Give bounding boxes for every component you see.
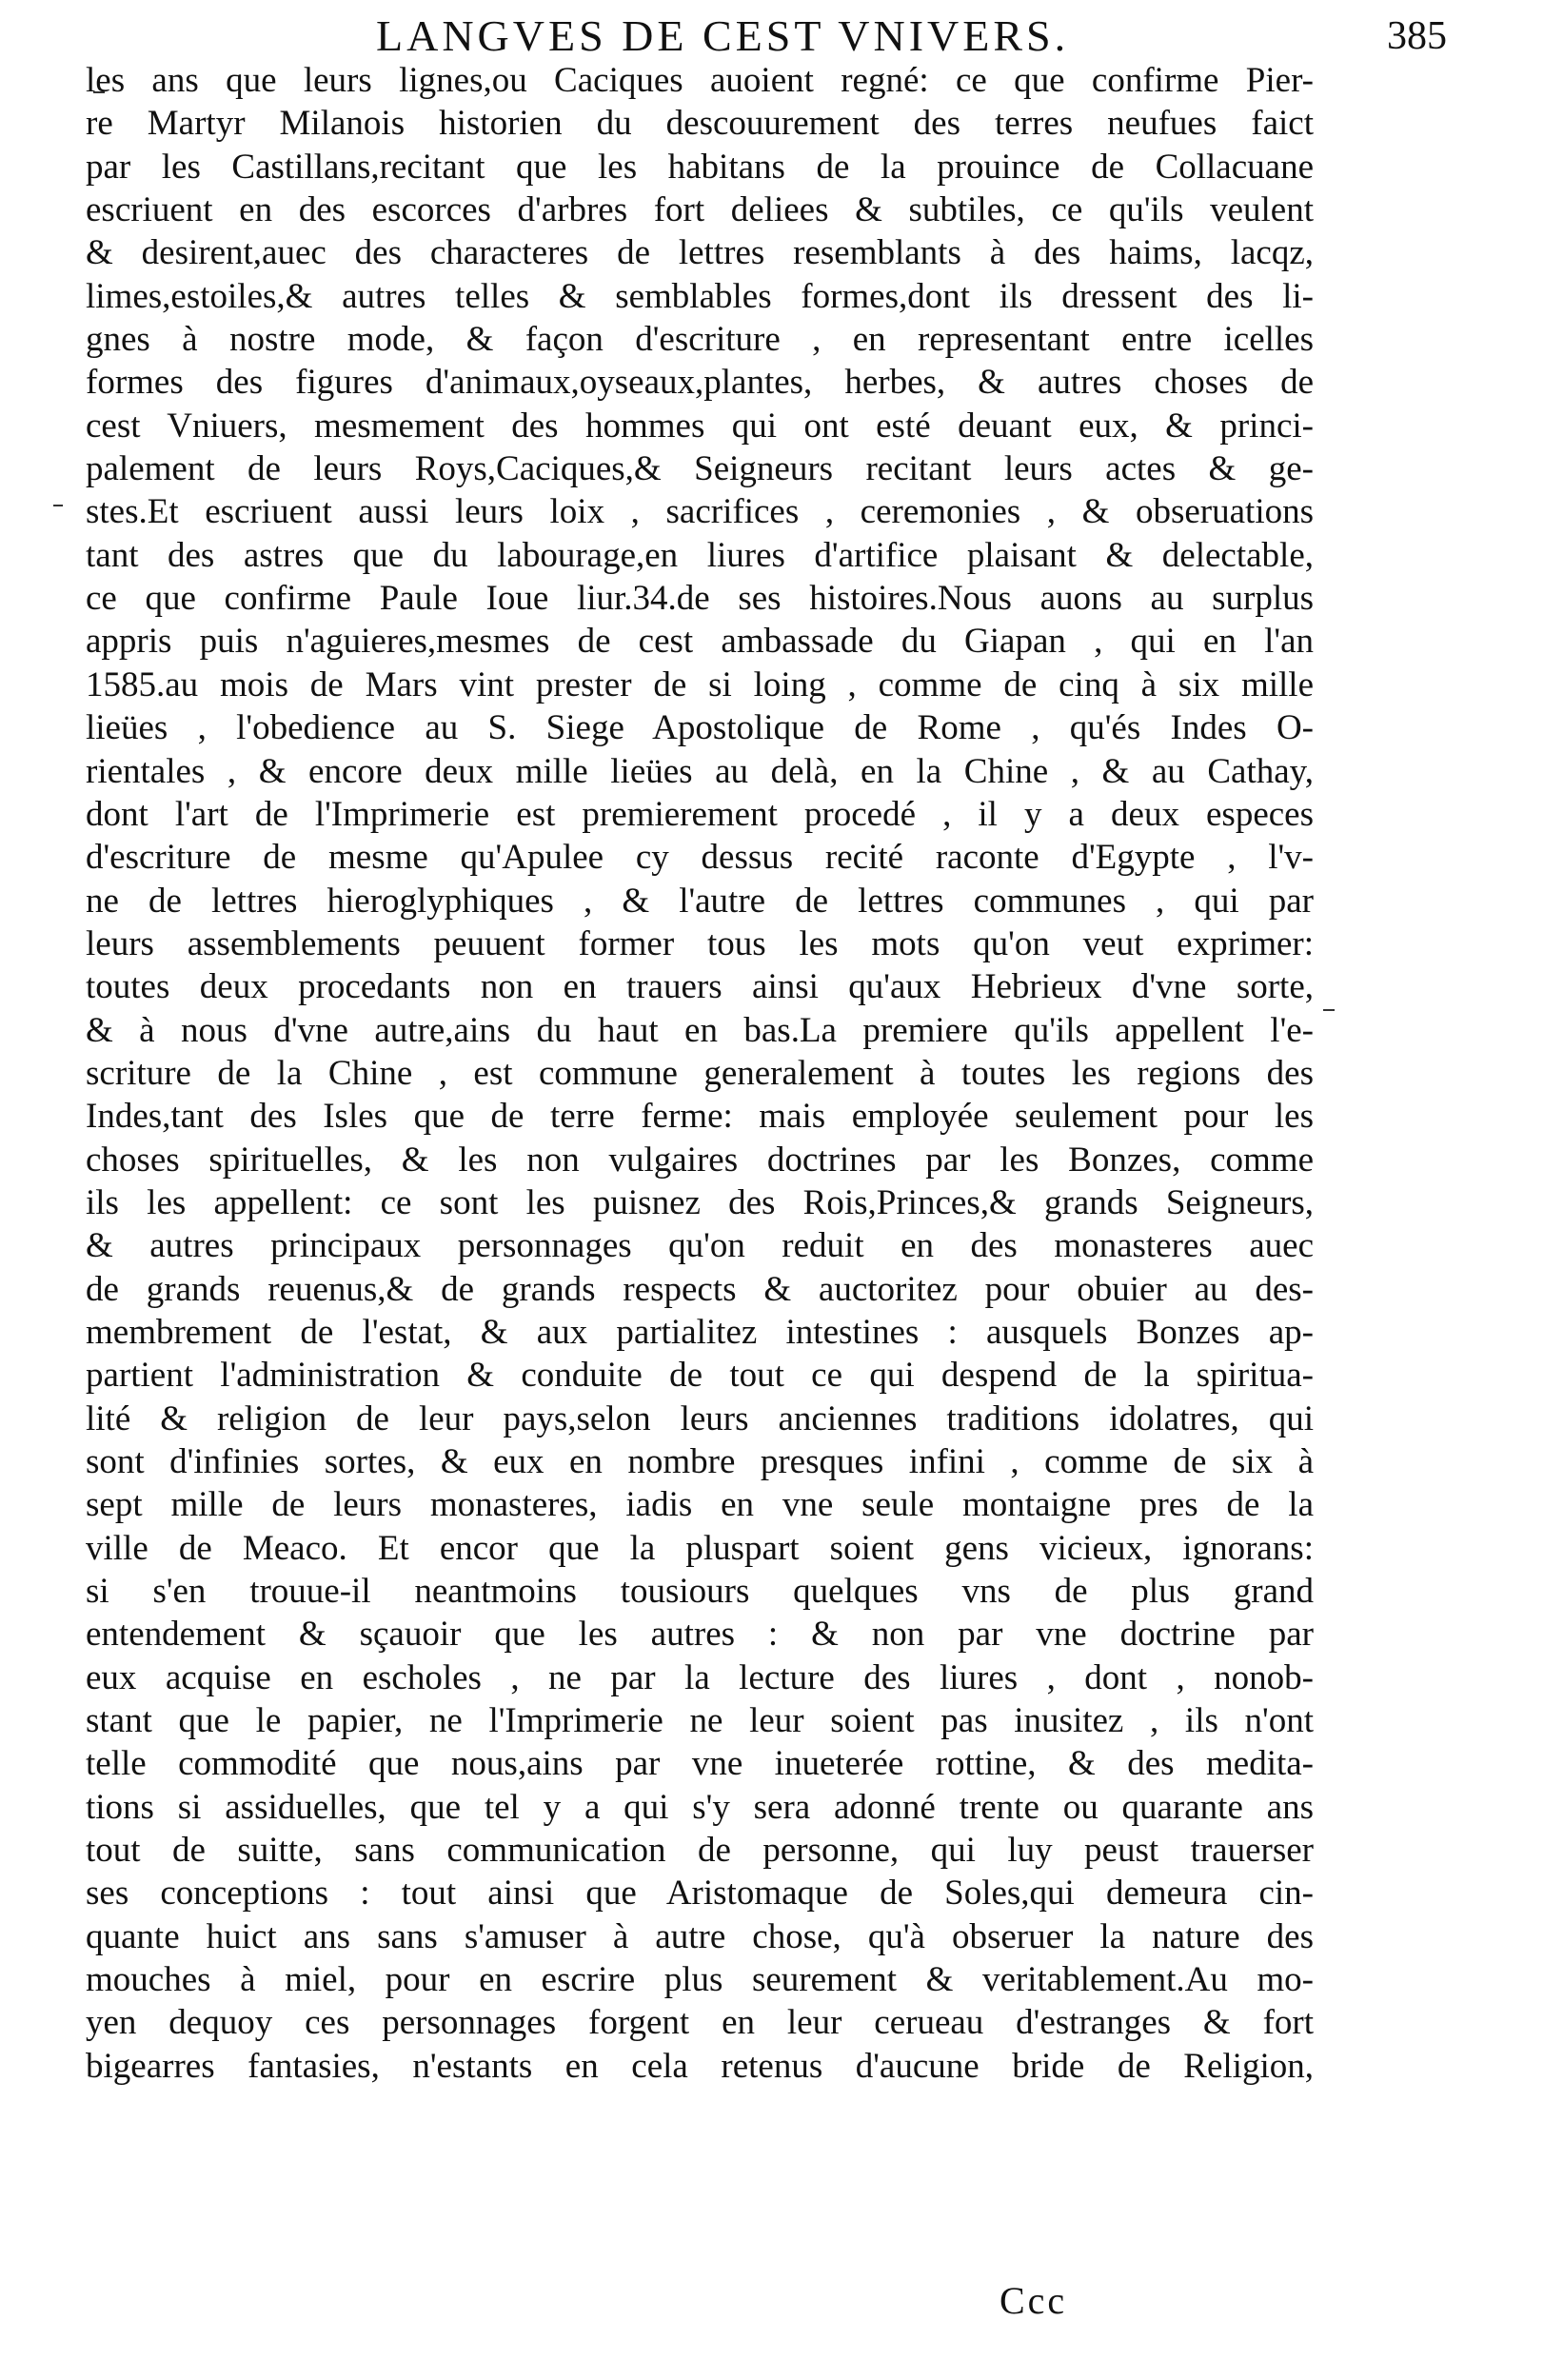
text-line: tions si assiduelles, que tel y a qui s'y sera adonné trente ou quarante ans (86, 1787, 1314, 1827)
text-line: yen dequoy ces personnages forgent en leur cerueau d'estranges & fort (86, 2003, 1314, 2043)
text-line: choses spirituelles, & les non vulgaires doctrines par les Bonzes, comme (86, 1140, 1314, 1180)
text-line: stant que le papier, ne l'Imprimerie ne leur soient pas inusitez , ils n'ont (86, 1701, 1314, 1741)
text-line: mouches à miel, pour en escrire plus seurement & veritablement.Au mo- (86, 1960, 1314, 2000)
text-line: les ans que leurs lignes,ou Caciques auoient regné: ce que confirme Pier- (86, 61, 1314, 100)
text-line: ville de Meaco. Et encor que la pluspart soient gens vicieux, ignorans: (86, 1528, 1314, 1568)
text-line: ne de lettres hieroglyphiques , & l'autre de lettres communes , qui par (86, 881, 1314, 921)
text-line: ce que confirme Paule Ioue liur.34.de ses histoires.Nous auons au surplus (86, 579, 1314, 619)
text-line: toutes deux procedants non en trauers ainsi qu'aux Hebrieux d'vne sorte, (86, 967, 1314, 1007)
text-line: partient l'administration & conduite de tout ce qui despend de la spiritua- (86, 1356, 1314, 1396)
text-line: dont l'art de l'Imprimerie est premierement procedé , il y a deux especes (86, 794, 1314, 834)
text-line: membrement de l'estat, & aux partialitez intestines : ausquels Bonzes ap- (86, 1312, 1314, 1352)
margin-mark (1323, 1009, 1335, 1011)
text-line: & autres principaux personnages qu'on reduit en des monasteres auec (86, 1226, 1314, 1266)
body-text (86, 59, 1314, 2088)
text-line: quante huict ans sans s'amuser à autre chose, qu'à obseruer la nature des (86, 1916, 1314, 1956)
text-line: escriuent en des escorces d'arbres fort deliees & subtiles, ce qu'ils veulent (86, 190, 1314, 230)
text-line: d'escriture de mesme qu'Apulee cy dessus recité raconte d'Egypte , l'v- (86, 838, 1314, 878)
text-line: re Martyr Milanois historien du descouurement des terres neufues faict (86, 104, 1314, 144)
text-line: leurs assemblements peuuent former tous les mots qu'on veut exprimer: (86, 923, 1314, 963)
text-line: gnes à nostre mode, & façon d'escriture , en representant entre icelles (86, 320, 1314, 360)
text-line: ses conceptions : tout ainsi que Aristomaque de Soles,qui demeura cin- (86, 1874, 1314, 1914)
text-line: bigearres fantasies, n'estants en cela retenus d'aucune bride de Religion, (86, 2046, 1314, 2086)
text-line: sont d'infinies sortes, & eux en nombre presques infini , comme de six à (86, 1442, 1314, 1481)
text-line: par les Castillans,recitant que les habitans de la prouince de Collacuane (86, 147, 1314, 187)
text-line: palement de leurs Roys,Caciques,& Seigneurs recitant leurs actes & ge- (86, 449, 1314, 489)
page-number: 385 (1387, 14, 1447, 58)
text-line: & desirent,auec des characteres de lettres resemblants à des haims, lacqz, (86, 233, 1314, 273)
text-line: cest Vniuers, mesmement des hommes qui ont esté deuant eux, & princi- (86, 406, 1314, 446)
running-title: LANGVES DE CEST VNIVERS. (376, 11, 1070, 60)
text-line: rientales , & encore deux mille lieües au delà, en la Chine , & au Cathay, (86, 751, 1314, 791)
text-line: telle commodité que nous,ains par vne inueterée rottine, & des medita- (86, 1744, 1314, 1784)
text-line: 1585.au mois de Mars vint prester de si loing , comme de cinq à six mille (86, 664, 1314, 704)
text-line: appris puis n'aguieres,mesmes de cest ambassade du Giapan , qui en l'an (86, 622, 1314, 662)
text-line: limes,estoiles,& autres telles & semblables formes,dont ils dressent des li- (86, 276, 1314, 316)
text-line: tant des astres que du labourage,en liures d'artifice plaisant & delectable, (86, 535, 1314, 575)
running-head (133, 8, 1447, 65)
text-line: si s'en trouue-il neantmoins tousiours quelques vns de plus grand (86, 1572, 1314, 1612)
text-line: entendement & sçauoir que les autres : & non par vne doctrine par (86, 1615, 1314, 1655)
text-line: & à nous d'vne autre,ains du haut en bas.La premiere qu'ils appellent l'e- (86, 1010, 1314, 1050)
text-line: Indes,tant des Isles que de terre ferme: mais employée seulement pour les (86, 1097, 1314, 1137)
text-line: lité & religion de leur pays,selon leurs anciennes traditions idolatres, qui (86, 1398, 1314, 1438)
text-line: de grands reuenus,& de grands respects & auctoritez pour obuier au des- (86, 1269, 1314, 1309)
text-line: scriture de la Chine , est commune generalement à toutes les regions des (86, 1053, 1314, 1093)
text-line: stes.Et escriuent aussi leurs loix , sacrifices , ceremonies , & obseruations (86, 492, 1314, 532)
margin-mark (53, 505, 63, 506)
text-line: ils les appellent: ce sont les puisnez des Rois,Princes,& grands Seigneurs, (86, 1182, 1314, 1222)
text-line: lieües , l'obedience au S. Siege Apostolique de Rome , qu'és Indes O- (86, 708, 1314, 748)
text-line: sept mille de leurs monasteres, iadis en vne seule montaigne pres de la (86, 1485, 1314, 1525)
signature-mark: Ccc (1000, 2279, 1068, 2322)
text-line: eux acquise en escholes , ne par la lecture des liures , dont , nonob- (86, 1657, 1314, 1697)
text-line: formes des figures d'animaux,oyseaux,plantes, herbes, & autres choses de (86, 363, 1314, 403)
text-line: tout de suitte, sans communication de personne, qui luy peust trauerser (86, 1831, 1314, 1871)
